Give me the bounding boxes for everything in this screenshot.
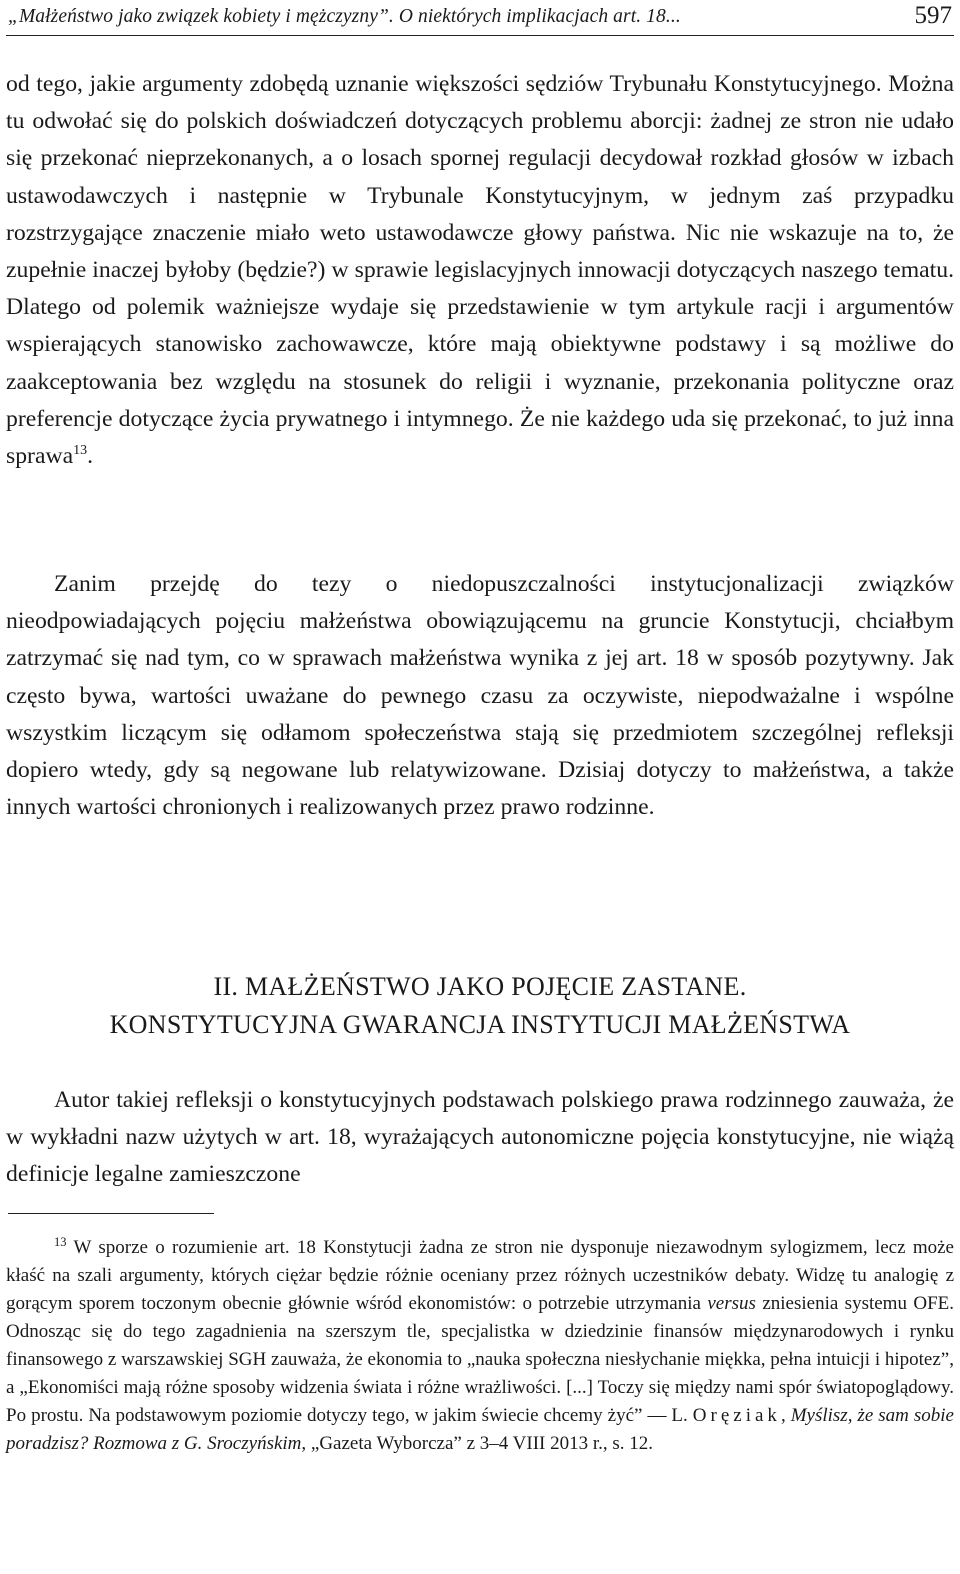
footnote-work-title: Myślisz, że sam sobie poradzisz? Rozmowa z G. Sroczyńskim: [6, 1405, 954, 1454]
section-heading: [0, 968, 960, 1044]
running-title: „Małżeństwo jako związek kobiety i mężczyzny”. O niektórych implikacjach art. 18...: [8, 6, 681, 27]
footnote-text-b: zniesienia systemu OFE. Odnosząc się do tego zagadnienia na szerszym tle, specjalistka w dziedzinie finansów międzynarodowych i rynku finansowego z warszawskiej SGH zauważa, że ekonomia to „nauka społeczna niesłychanie miękka, pełna intuicji i hipotez”, a „Ekonomiści mają różne sposoby widzenia świata i różne wrażliwości. [...] Toczy się między nami spór światopoglądowy. Po prostu. Na podstawowym poziomie dotyczy tego, w jakim świecie chcemy żyć” — L.: [6, 1293, 955, 1426]
page-number: 597: [914, 2, 952, 29]
footnote-13: [6, 1234, 954, 1458]
section-heading-line-2: KONSTYTUCYJNA GWARANCJA INSTYTUCJI MAŁŻEŃSTWA: [109, 1010, 851, 1039]
header-divider: [6, 35, 954, 36]
paragraph-3: Autor takiej refleksji o konstytucyjnych podstawach polskiego prawa rodzinnego zauważa, że w wykładni nazw użytych w art. 18, wyrażających autonomiczne pojęcia konstytucyjne, nie wiążą definicje legalne zamieszczone: [6, 1087, 954, 1188]
footnote-comma: ,: [780, 1405, 791, 1426]
paragraph-1: [6, 66, 954, 475]
paragraph-1-text: od tego, jakie argumenty zdobędą uznanie większości sędziów Trybunału Konstytucyjnego. Można tu odwołać się do polskich doświadczeń dotyczących problemu aborcji: żadnej ze stron nie udało się przekonać nieprzekonanych, a o losach spornej regulacji decydował rozkład głosów w izbach ustawodawczych i następnie w Trybunale Konstytucyjnym, w jednym zaś przypadku rozstrzygające znaczenie miało weto ustawodawcze głowy państwa. Nic nie wskazuje na to, że zupełnie inaczej byłoby (będzie?) w sprawie legislacyjnych innowacji dotyczących naszego tematu. Dlatego od polemik ważniejsze wydaje się przedstawienie w tym artykule racji i argumentów wspierających stanowisko zachowawcze, które mają obiektywne podstawy i są możliwe do zaakceptowania bez względu na stosunek do religii i wyznanie, przekonania polityczne oraz preferencje dotyczące życia prywatnego i intymnego. Że nie każdego uda się przekonać, to już inna sprawa: [6, 71, 954, 470]
footnote-reference[interactable]: 13: [73, 443, 88, 459]
footnote-italic-versus: versus: [707, 1293, 756, 1314]
footnote-author: Oręziak: [692, 1405, 781, 1426]
running-header: [8, 4, 952, 34]
footnote-text-c: , „Gazeta Wyborcza” z 3–4 VIII 2013 r., s. 12.: [301, 1433, 654, 1454]
paragraph-2: Zanim przejdę do tezy o niedopuszczalności instytucjonalizacji związków nieodpowiadających pojęciu małżeństwa obowiązującemu na gruncie Konstytucji, chciałbym zatrzymać się nad tym, co w sprawach małżeństwa wynika z jej art. 18 w sposób pozytywny. Jak często bywa, wartości uważane do pewnego czasu za oczywiste, niepodważalne i wspólne wszystkim liczącym się odłamom społeczeństwa stają się przedmiotem szczególnej refleksji dopiero wtedy, gdy są negowane lub relatywizowane. Dzisiaj dotyczy to małżeństwa, a także innych wartości chronionych i realizowanych przez prawo rodzinne.: [6, 571, 954, 821]
footnote-number: 13: [54, 1235, 67, 1249]
footnote-text-a: W sporze o rozumienie art. 18 Konstytucji żadna ze stron nie dysponuje niezawodnym sylogizmem, lecz może kłaść na szali argumenty, których ciężar będzie różnie oceniany przez różnych uczestników debaty. Widzę tu analogię z gorącym sporem toczonym obecnie głównie wśród ekonomistów: o potrzebie utrzymania: [6, 1237, 954, 1314]
section-heading-line-1: II. MAŁŻEŃSTWO JAKO POJĘCIE ZASTANE.: [213, 972, 747, 1001]
paragraph-1-end: .: [87, 443, 94, 470]
footnote-divider: [8, 1213, 214, 1214]
